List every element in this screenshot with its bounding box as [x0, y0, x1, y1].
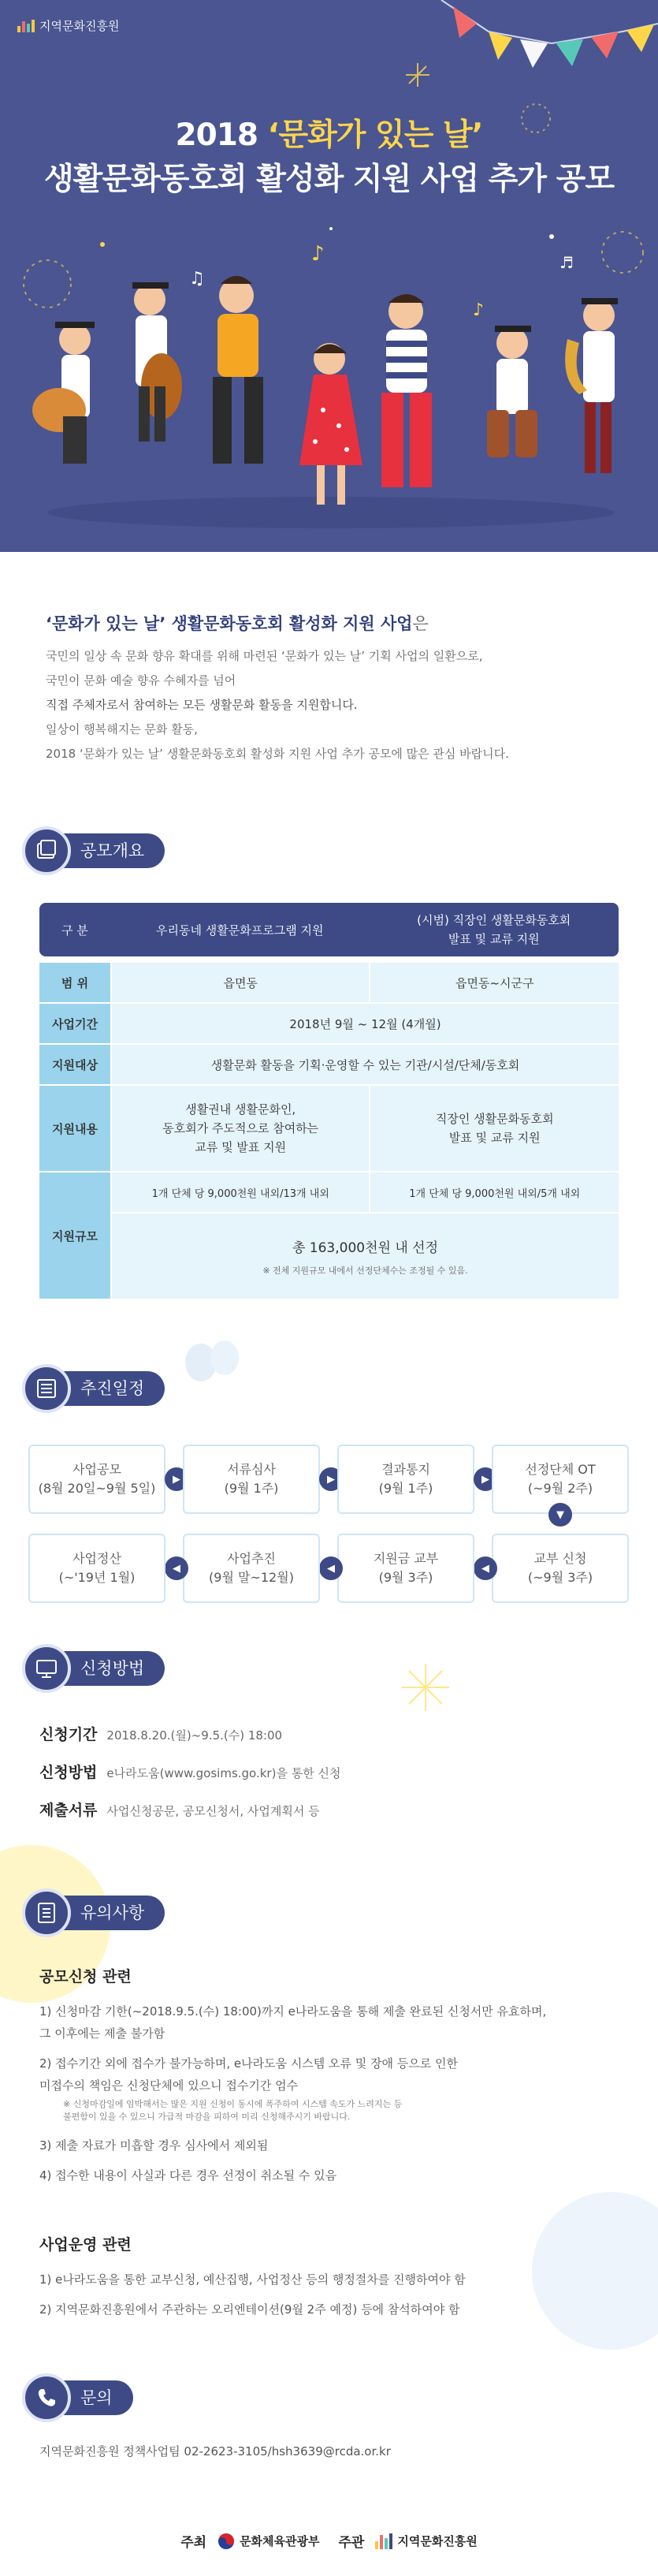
apply-docs-label: 제출서류 [39, 1802, 98, 1819]
notes-group-apply [39, 1965, 623, 2194]
org-logo [17, 17, 119, 34]
intro-line: 국민이 문화 예술 향유 수혜자를 넘어 [46, 673, 236, 688]
hero-illustration [0, 0, 658, 552]
schedule-step: 교부 신청 (~9월 3주) [492, 1534, 629, 1603]
note-item: 3) 제출 자료가 미흡할 경우 심사에서 제외됨 [39, 2138, 269, 2153]
svg-text:♫: ♫ [189, 269, 205, 289]
note-item: 1) 신청마감 기한(~2018.9.5.(수) 18:00)까지 e나라도움을 통해 제출 완료된 신청서만 유효하며, 그 이후에는 제출 불가함 [39, 2004, 547, 2041]
notes-section-header [22, 1888, 165, 1937]
row-label: 범 위 [39, 963, 110, 1004]
hero-title-line2: 생활문화동호회 활성화 지원 사업 추가 공모 [43, 162, 615, 197]
apply-method-value: e나라도움(www.gosims.go.kr)을 통한 신청 [106, 1766, 341, 1780]
calendar-icon [22, 1364, 71, 1413]
schedule-step: 사업추진 (9월 말~12월) [183, 1534, 320, 1603]
schedule-step: 서류심사 (9월 1주) [183, 1445, 320, 1514]
note-item: 2) 접수기간 외에 접수가 불가능하며, e나라도움 시스템 오류 및 장애 등으로 인한 미접수의 책임은 신청단체에 있으니 접수기간 엄수 [39, 2056, 459, 2093]
footer-credits [0, 2531, 658, 2551]
arrow-left-icon: ◀ [319, 1556, 343, 1580]
table-cell: 생활문화 활동을 기획·운영할 수 있는 기관/시설/단체/동호회 [110, 1045, 619, 1086]
notes-group-title: 공모신청 관련 [39, 1968, 132, 1985]
note-item: 4) 접수한 내용이 사실과 다른 경우 선정이 취소될 수 있음 [39, 2168, 337, 2183]
organizer-org [375, 2533, 477, 2549]
row-label: 지원내용 [39, 1086, 110, 1172]
host-name: 문화체육관광부 [240, 2534, 320, 2548]
table-header-cell: (시범) 직장인 생활문화동호회 발표 및 교류 지원 [369, 903, 619, 956]
overview-table [39, 903, 619, 1300]
schedule-section-title: 추진일정 [54, 1371, 165, 1406]
intro-headline [46, 611, 621, 635]
notes-section-title: 유의사항 [54, 1896, 165, 1930]
table-cell: 읍면동~시군구 [369, 963, 619, 1004]
notes-group-title: 사업운영 관련 [39, 2236, 132, 2254]
row-label: 지원규모 [39, 1172, 110, 1300]
apply-method-row [39, 1761, 340, 1782]
schedule-section-header [22, 1364, 165, 1413]
apply-section-title: 신청방법 [54, 1651, 165, 1686]
contact-text: 지역문화진흥원 정책사업팀 02-2623-3105/hsh3639@rcda.or.kr [39, 2444, 391, 2459]
hero-title-prefix: 2018 [175, 117, 268, 153]
total-note: ※ 전체 지원규모 내에서 선정단체수는 조정될 수 있음. [262, 1265, 468, 1276]
apply-docs-value: 사업신청공문, 공모신청서, 사업계획서 등 [106, 1804, 320, 1818]
intro-section [46, 611, 621, 766]
apply-docs-row [39, 1799, 320, 1820]
table-cell: 읍면동 [110, 963, 369, 1004]
apply-period-label: 신청기간 [39, 1726, 98, 1743]
arrow-left-icon: ◀ [165, 1556, 188, 1580]
overview-section-title: 공모개요 [54, 833, 165, 868]
total-budget: 총 163,000천원 내 선정 [292, 1240, 439, 1256]
document-icon [22, 826, 71, 875]
intro-headline-suffix: 은 [412, 614, 429, 633]
table-cell: 1개 단체 당 9,000천원 내외/5개 내외 [369, 1172, 619, 1213]
table-cell: 1개 단체 당 9,000천원 내외/13개 내외 [110, 1172, 369, 1213]
org-name: 지역문화진흥원 [39, 19, 120, 33]
intro-line: 국민의 일상 속 문화 향유 확대를 위해 마련된 ‘문화가 있는 날’ 기획 사업의 일환으로, [46, 649, 483, 663]
arrow-right-icon: ▶ [319, 1467, 343, 1491]
arrow-right-icon: ▶ [165, 1467, 188, 1491]
phone-icon [22, 2373, 71, 2422]
table-header-cell: 우리동네 생활문화프로그램 지원 [110, 903, 369, 956]
org-logo-icon [375, 2533, 392, 2549]
schedule-step: 사업정산 (~'19년 1월) [28, 1534, 165, 1603]
taegeuk-icon [217, 2533, 235, 2550]
table-cell-total [110, 1213, 619, 1300]
hero-title-line1 [0, 110, 658, 155]
apply-period-value: 2018.8.20.(월)~9.5.(수) 18:00 [106, 1728, 283, 1743]
svg-text:♪: ♪ [473, 300, 485, 320]
schedule-step: 사업공모 (8월 20일~9월 5일) [28, 1445, 165, 1514]
hero-banner [0, 0, 658, 552]
notes-group-operate [39, 2233, 623, 2328]
row-label: 지원대상 [39, 1045, 110, 1086]
host-label: 주최 [180, 2535, 207, 2551]
table-cell: 생활권내 생활문화인, 동호회가 주도적으로 참여하는 교류 및 발표 지원 [110, 1086, 369, 1172]
checklist-icon [22, 1888, 71, 1937]
computer-icon [22, 1644, 71, 1693]
apply-period-row [39, 1723, 282, 1744]
table-cell: 2018년 9월 ~ 12월 (4개월) [110, 1004, 619, 1045]
hero-title-highlight: ‘문화가 있는 날’ [267, 117, 483, 153]
arrow-right-icon: ▶ [474, 1467, 497, 1491]
intro-line: 일상이 행복해지는 문화 활동, [46, 722, 198, 736]
host-org [217, 2533, 319, 2550]
apply-method-label: 신청방법 [39, 1764, 98, 1781]
intro-line: 2018 ‘문화가 있는 날’ 생활문화동호회 활성화 지원 사업 추가 공모에 많은 관심 바랍니다. [46, 747, 509, 761]
organizer-name: 지역문화진흥원 [397, 2534, 478, 2548]
svg-text:♬: ♬ [559, 253, 574, 272]
apply-section-header [22, 1644, 165, 1693]
sparkle-decoration [398, 1660, 453, 1715]
note-item: 2) 지역문화진흥원에서 주관하는 오리엔테이션(9월 2주 예정) 등에 참석하여야 함 [39, 2302, 460, 2317]
note-item: 1) e나라도움을 통한 교부신청, 예산집행, 사업정산 등의 행정절차를 진행하여야 함 [39, 2272, 466, 2287]
intro-headline-text: ‘문화가 있는 날’ 생활문화동호회 활성화 지원 사업 [46, 614, 413, 633]
arrow-down-icon: ▼ [548, 1503, 572, 1527]
note-subnote: ※ 신청마감일에 임박해서는 많은 지원 신청이 동시에 폭주하여 시스템 속도가 느려지는 등 불편함이 있을 수 있으니 가급적 마감을 피하여 미리 신청해주시기 바랍니다. [63, 2099, 403, 2122]
schedule-step: 지원금 교부 (9월 3주) [337, 1534, 474, 1603]
row-label: 사업기간 [39, 1004, 110, 1045]
contact-section-header [22, 2373, 133, 2422]
organizer-label: 주관 [338, 2535, 365, 2551]
contact-section-title: 문의 [54, 2380, 133, 2415]
svg-text:♪: ♪ [311, 242, 325, 266]
org-logo-icon [17, 20, 35, 32]
balloons-decoration [177, 1340, 248, 1396]
intro-line: 직접 주체자로서 참여하는 모든 생활문화 활동을 지원합니다. [46, 698, 358, 712]
schedule-step: 선정단체 OT (~9월 2주) [492, 1445, 629, 1514]
schedule-step: 결과통지 (9월 1주) [337, 1445, 474, 1514]
overview-section-header [22, 826, 165, 875]
table-header-cell: 구 분 [39, 903, 110, 956]
arrow-left-icon: ◀ [474, 1556, 497, 1580]
table-cell: 직장인 생활문화동호회 발표 및 교류 지원 [369, 1086, 619, 1172]
